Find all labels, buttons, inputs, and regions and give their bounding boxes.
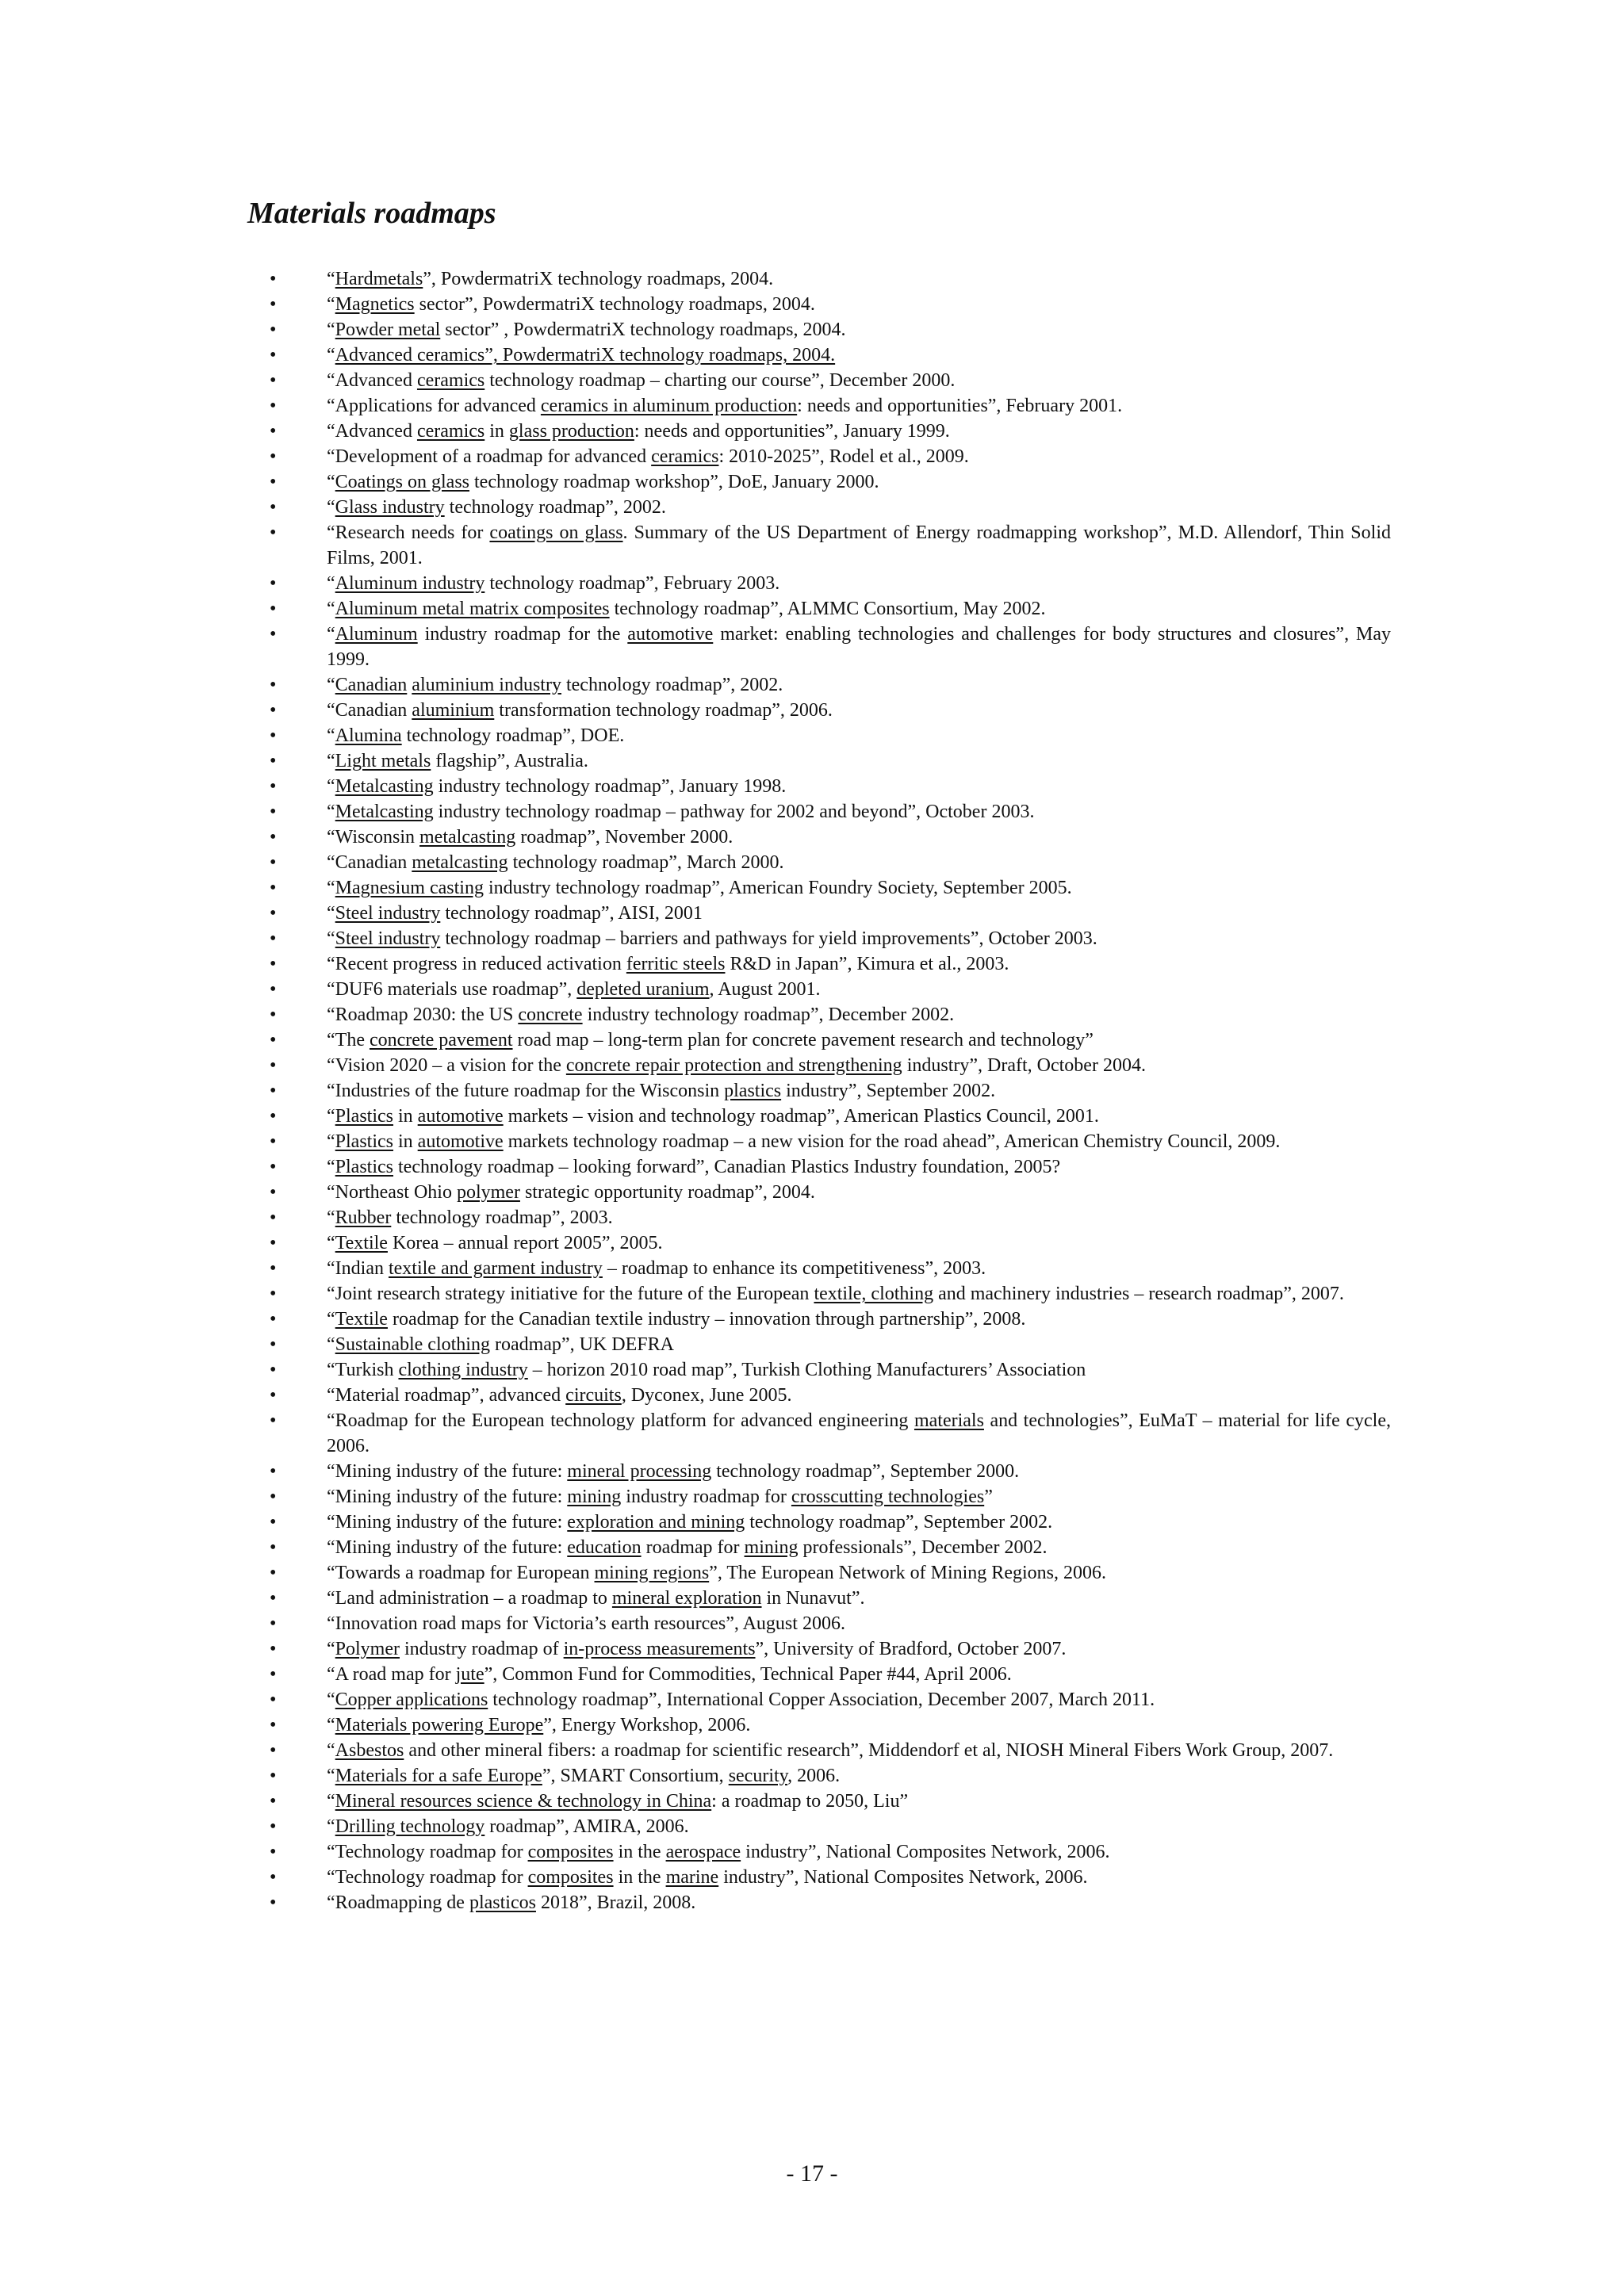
list-item — [270, 1763, 1391, 1789]
list-item — [270, 825, 1391, 850]
reference-text: “Applications for advanced — [327, 396, 541, 416]
underlined-term: Steel industry — [335, 928, 441, 949]
reference-text: “ — [327, 725, 335, 746]
list-item — [270, 799, 1391, 825]
reference-text: “Canadian — [327, 852, 412, 873]
underlined-term: exploration and mining — [567, 1512, 745, 1533]
list-item — [270, 1154, 1391, 1180]
underlined-term: Aluminum — [335, 624, 418, 645]
reference-text: road map – long-term plan for concrete pavement research and technology” — [512, 1030, 1094, 1050]
underlined-term: Textile — [335, 1309, 388, 1330]
reference-text: in the — [613, 1842, 666, 1862]
list-item — [270, 1002, 1391, 1027]
page-number: - 17 - — [786, 2160, 838, 2187]
reference-text: technology roadmap”, March 2000. — [508, 852, 784, 873]
underlined-term: Hardmetals — [335, 269, 423, 289]
underlined-term: in-process measurements — [563, 1639, 756, 1659]
reference-text: technology roadmap workshop”, DoE, January 2000. — [469, 472, 879, 492]
reference-text: “ — [327, 345, 335, 365]
reference-text: – horizon 2010 road map”, Turkish Clothing Manufacturers’ Association — [527, 1360, 1086, 1380]
reference-text: : a roadmap to 2050, Liu” — [711, 1791, 909, 1812]
underlined-term: circuits — [565, 1385, 622, 1406]
underlined-term: Glass industry — [335, 497, 445, 518]
list-item — [270, 1230, 1391, 1256]
underlined-term: Aluminum industry — [335, 573, 485, 594]
list-item — [270, 342, 1391, 368]
underlined-term: Rubber — [335, 1207, 392, 1228]
reference-text: ”, Energy Workshop, 2006. — [543, 1715, 751, 1735]
reference-text: markets technology roadmap – a new vision for the road ahead”, American Chemistry Council, 2009. — [503, 1131, 1281, 1152]
reference-text: technology roadmap”, 2002. — [561, 675, 783, 695]
list-item — [270, 1408, 1391, 1459]
reference-text: ”, University of Bradford, October 2007. — [755, 1639, 1067, 1659]
reference-text: roadmap for the Canadian textile industry – innovation through partnership”, 2008. — [387, 1309, 1026, 1330]
list-item — [270, 1129, 1391, 1154]
reference-text: “ — [327, 497, 335, 518]
reference-text: “The — [327, 1030, 370, 1050]
list-item — [270, 951, 1391, 977]
reference-text: in — [485, 421, 509, 442]
list-item — [270, 1560, 1391, 1586]
reference-text: “Towards a roadmap for European — [327, 1563, 595, 1583]
underlined-term: Materials powering Europe — [335, 1715, 544, 1735]
list-item — [270, 1890, 1391, 1915]
underlined-term: jute — [455, 1664, 485, 1685]
underlined-term: Powder metal — [335, 320, 441, 340]
reference-text: and technologies”, EuMaT – material for life cycle, 2006. — [327, 1410, 1391, 1456]
list-item — [270, 622, 1391, 672]
list-item — [270, 774, 1391, 799]
reference-text: R&D in Japan”, Kimura et al., 2003. — [725, 954, 1009, 974]
underlined-term: Sustainable clothing — [335, 1334, 490, 1355]
underlined-term: depleted uranium — [576, 979, 710, 1000]
list-item — [270, 1839, 1391, 1865]
underlined-term: Plastics — [335, 1157, 393, 1177]
list-item — [270, 1535, 1391, 1560]
reference-text: “ — [327, 599, 335, 619]
reference-text: industry technology roadmap”, January 1998. — [433, 776, 787, 797]
reference-text: industry”, September 2002. — [781, 1081, 996, 1101]
list-item — [270, 368, 1391, 393]
list-item — [270, 1484, 1391, 1510]
list-item — [270, 723, 1391, 748]
reference-text: ”, Common Fund for Commodities, Technical Paper #44, April 2006. — [484, 1664, 1012, 1685]
reference-text: “ — [327, 1233, 335, 1253]
underlined-term: mining — [744, 1537, 799, 1558]
reference-text: professionals”, December 2002. — [798, 1537, 1048, 1558]
underlined-term: aerospace — [665, 1842, 741, 1862]
list-item — [270, 977, 1391, 1002]
reference-text: industry roadmap for the — [417, 624, 628, 645]
reference-text: technology roadmap”, DOE. — [401, 725, 625, 746]
underlined-term: metalcasting — [419, 827, 516, 848]
underlined-term: Aluminum metal matrix composites — [335, 599, 610, 619]
underlined-term: Copper applications — [335, 1689, 488, 1710]
reference-text: “Industries of the future roadmap for the Wisconsin — [327, 1081, 725, 1101]
reference-text: “Technology roadmap for — [327, 1842, 528, 1862]
reference-text: industry technology roadmap”, American Foundry Society, September 2005. — [483, 878, 1072, 898]
reference-text: “ — [327, 1131, 335, 1152]
list-item — [270, 1636, 1391, 1662]
reference-text: in — [393, 1106, 418, 1127]
reference-text: sector”, PowdermatriX technology roadmaps, 2004. — [414, 294, 815, 315]
reference-text: market: enabling technologies and challenges for body structures and closures”, May 1999. — [327, 624, 1391, 670]
reference-text: “Vision 2020 – a vision for the — [327, 1055, 566, 1076]
reference-text: flagship”, Australia. — [431, 751, 588, 771]
list-item — [270, 1738, 1391, 1763]
underlined-term: textile and garment industry — [388, 1258, 603, 1279]
reference-text: “Turkish — [327, 1360, 399, 1380]
reference-text: “Development of a roadmap for advanced — [327, 446, 652, 467]
reference-text: : needs and opportunities”, January 1999. — [634, 421, 950, 442]
reference-text: technology roadmap”, September 2000. — [711, 1461, 1020, 1482]
list-item — [270, 1712, 1391, 1738]
reference-text: technology roadmap”, February 2003. — [485, 573, 780, 594]
roadmap-reference-list — [270, 266, 1391, 1915]
underlined-term: mineral processing — [567, 1461, 712, 1482]
reference-text: “A road map for — [327, 1664, 456, 1685]
underlined-term: automotive — [417, 1106, 504, 1127]
reference-text: industry”, Draft, October 2004. — [902, 1055, 1146, 1076]
list-item — [270, 419, 1391, 444]
reference-text: “ — [327, 1689, 335, 1710]
reference-text: “ — [327, 472, 335, 492]
reference-text: ” — [984, 1487, 993, 1507]
reference-text: “Mining industry of the future: — [327, 1461, 568, 1482]
reference-text: “ — [327, 1715, 335, 1735]
underlined-term: Plastics — [335, 1131, 393, 1152]
reference-text: “Research needs for — [327, 522, 490, 543]
reference-text: “ — [327, 269, 335, 289]
list-item — [270, 1611, 1391, 1636]
reference-text: “Mining industry of the future: — [327, 1487, 568, 1507]
underlined-term: Advanced ceramics”, PowdermatriX technology roadmaps, 2004. — [335, 345, 836, 365]
reference-text: “ — [327, 878, 335, 898]
reference-text: , August 2001. — [709, 979, 821, 1000]
list-item — [270, 926, 1391, 951]
reference-text: “ — [327, 1309, 335, 1330]
underlined-term: polymer — [456, 1182, 520, 1203]
reference-text: – roadmap to enhance its competitiveness”, 2003. — [602, 1258, 986, 1279]
underlined-term: ceramics — [416, 370, 485, 391]
underlined-term: plasticos — [469, 1892, 536, 1913]
reference-text: “ — [327, 1791, 335, 1812]
reference-text: “ — [327, 320, 335, 340]
underlined-term: plastics — [724, 1081, 782, 1101]
underlined-term: Plastics — [335, 1106, 393, 1127]
list-item — [270, 469, 1391, 495]
underlined-term: Materials for a safe Europe — [335, 1766, 542, 1786]
reference-text: roadmap”, November 2000. — [515, 827, 733, 848]
list-item — [270, 901, 1391, 926]
list-item — [270, 393, 1391, 419]
reference-text: “ — [327, 1816, 335, 1837]
reference-text: industry”, National Composites Network, 2006. — [741, 1842, 1110, 1862]
reference-text: technology roadmap”, September 2002. — [745, 1512, 1053, 1533]
underlined-term: education — [567, 1537, 642, 1558]
list-item — [270, 698, 1391, 723]
reference-text: “ — [327, 624, 335, 645]
reference-text: in the — [613, 1867, 666, 1888]
reference-text: “ — [327, 1766, 335, 1786]
reference-text: “ — [327, 1740, 335, 1761]
list-item — [270, 495, 1391, 520]
list-item — [270, 1332, 1391, 1357]
reference-text: technology roadmap – charting our course”, December 2000. — [485, 370, 956, 391]
list-item — [270, 1281, 1391, 1307]
reference-text: “ — [327, 294, 335, 315]
list-item — [270, 1510, 1391, 1535]
underlined-term: Drilling technology — [335, 1816, 485, 1837]
underlined-term: glass production — [508, 421, 634, 442]
reference-text: technology roadmap”, ALMMC Consortium, May 2002. — [609, 599, 1046, 619]
reference-text: ”, The European Network of Mining Regions, 2006. — [709, 1563, 1106, 1583]
reference-text: “Advanced — [327, 370, 417, 391]
underlined-term: ceramics in aluminum production — [540, 396, 798, 416]
list-item — [270, 1789, 1391, 1814]
list-item — [270, 1256, 1391, 1281]
reference-text: 2018”, Brazil, 2008. — [535, 1892, 696, 1913]
list-item — [270, 1687, 1391, 1712]
reference-text: “Roadmap for the European technology platform for advanced engineering — [327, 1410, 914, 1431]
list-item — [270, 1104, 1391, 1129]
reference-text: “ — [327, 1157, 335, 1177]
underlined-term: security — [728, 1766, 788, 1786]
reference-text: “ — [327, 751, 335, 771]
reference-text: industry roadmap for — [621, 1487, 791, 1507]
reference-text: “Mining industry of the future: — [327, 1537, 568, 1558]
list-item — [270, 1053, 1391, 1078]
reference-text: “ — [327, 802, 335, 822]
underlined-term: coatings on glass — [489, 522, 623, 543]
list-item — [270, 292, 1391, 317]
reference-text: “ — [327, 776, 335, 797]
underlined-term: Light metals — [335, 751, 431, 771]
underlined-term: composites — [527, 1867, 614, 1888]
list-item — [270, 444, 1391, 469]
list-item — [270, 875, 1391, 901]
underlined-term: marine — [665, 1867, 719, 1888]
underlined-term: automotive — [417, 1131, 504, 1152]
reference-text: “ — [327, 1207, 335, 1228]
reference-text: “Innovation road maps for Victoria’s earth resources”, August 2006. — [327, 1613, 845, 1634]
reference-text: in Nunavut”. — [761, 1588, 865, 1609]
reference-text: technology roadmap”, AISI, 2001 — [440, 903, 703, 924]
reference-text: industry roadmap of — [399, 1639, 564, 1659]
list-item — [270, 1357, 1391, 1383]
underlined-term: Canadian — [335, 675, 408, 695]
reference-text: and machinery industries – research roadmap”, 2007. — [933, 1284, 1344, 1304]
underlined-term: Magnetics — [335, 294, 415, 315]
list-item — [270, 1814, 1391, 1839]
list-item — [270, 850, 1391, 875]
reference-text: “Joint research strategy initiative for the future of the European — [327, 1284, 814, 1304]
list-item — [270, 266, 1391, 292]
underlined-term: materials — [914, 1410, 984, 1431]
underlined-term: crosscutting technologies — [791, 1487, 985, 1507]
underlined-term: metalcasting — [412, 852, 508, 873]
underlined-term: concrete — [518, 1004, 583, 1025]
reference-text: in — [393, 1131, 418, 1152]
reference-text: “Advanced — [327, 421, 417, 442]
reference-text: “Technology roadmap for — [327, 1867, 528, 1888]
underlined-term: Alumina — [335, 725, 402, 746]
reference-text: industry technology roadmap”, December 2002. — [582, 1004, 955, 1025]
reference-text: “Recent progress in reduced activation — [327, 954, 626, 974]
reference-text: markets – vision and technology roadmap”, American Plastics Council, 2001. — [503, 1106, 1099, 1127]
underlined-term: aluminium industry — [412, 675, 561, 695]
underlined-term: Mineral resources science & technology in China — [335, 1791, 712, 1812]
list-item — [270, 1459, 1391, 1484]
underlined-term: Steel industry — [335, 903, 441, 924]
reference-text: Korea – annual report 2005”, 2005. — [387, 1233, 663, 1253]
reference-text: “Wisconsin — [327, 827, 420, 848]
list-item — [270, 571, 1391, 596]
underlined-term: mining — [567, 1487, 622, 1507]
list-item — [270, 1027, 1391, 1053]
reference-text: “ — [327, 1639, 335, 1659]
list-item — [270, 1180, 1391, 1205]
reference-text: technology roadmap”, International Copper Association, December 2007, March 2011. — [488, 1689, 1155, 1710]
reference-text: “ — [327, 903, 335, 924]
underlined-term: mining regions — [594, 1563, 710, 1583]
list-item — [270, 596, 1391, 622]
reference-text: : 2010-2025”, Rodel et al., 2009. — [718, 446, 969, 467]
list-item — [270, 1865, 1391, 1890]
reference-text: technology roadmap – looking forward”, Canadian Plastics Industry foundation, 2005? — [393, 1157, 1061, 1177]
reference-text: “DUF6 materials use roadmap”, — [327, 979, 577, 1000]
underlined-term: ferritic steels — [626, 954, 726, 974]
underlined-term: Asbestos — [335, 1740, 404, 1761]
underlined-term: ceramics — [651, 446, 719, 467]
underlined-term: mineral exploration — [611, 1588, 762, 1609]
reference-text: technology roadmap – barriers and pathways for yield improvements”, October 2003. — [440, 928, 1097, 949]
reference-text: technology roadmap”, 2003. — [391, 1207, 613, 1228]
underlined-term: textile, clothing — [814, 1284, 934, 1304]
reference-text: transformation technology roadmap”, 2006. — [494, 700, 833, 721]
reference-text: “ — [327, 1106, 335, 1127]
reference-text: industry”, National Composites Network, 2006. — [718, 1867, 1088, 1888]
reference-text: technology roadmap”, 2002. — [444, 497, 666, 518]
reference-text: “ — [327, 573, 335, 594]
reference-text: “ — [327, 1334, 335, 1355]
reference-text: “Roadmapping de — [327, 1892, 469, 1913]
reference-text: “Northeast Ohio — [327, 1182, 457, 1203]
underlined-term: Polymer — [335, 1639, 400, 1659]
underlined-term: aluminium — [412, 700, 495, 721]
underlined-term: ceramics — [416, 421, 485, 442]
reference-text: “ — [327, 928, 335, 949]
underlined-term: Textile — [335, 1233, 388, 1253]
underlined-term: Coatings on glass — [335, 472, 469, 492]
reference-text: “Material roadmap”, advanced — [327, 1385, 566, 1406]
list-item — [270, 520, 1391, 571]
underlined-term: Metalcasting — [335, 776, 434, 797]
underlined-term: concrete pavement — [369, 1030, 513, 1050]
reference-text: : needs and opportunities”, February 2001. — [797, 396, 1123, 416]
reference-text: ”, SMART Consortium, — [542, 1766, 729, 1786]
underlined-term: automotive — [627, 624, 714, 645]
list-item — [270, 1307, 1391, 1332]
reference-text: strategic opportunity roadmap”, 2004. — [519, 1182, 815, 1203]
underlined-term: composites — [527, 1842, 614, 1862]
reference-text: “Indian — [327, 1258, 389, 1279]
reference-text: “Canadian — [327, 700, 412, 721]
reference-text: sector” , PowdermatriX technology roadmaps, 2004. — [440, 320, 846, 340]
reference-text: . Summary of the US Department of Energy roadmapping workshop”, M.D. Allendorf, Thin Solid Films, 2001. — [327, 522, 1391, 568]
list-item — [270, 1383, 1391, 1408]
list-item — [270, 672, 1391, 698]
reference-text: “Land administration – a roadmap to — [327, 1588, 612, 1609]
list-item — [270, 317, 1391, 342]
reference-text: ”, PowdermatriX technology roadmaps, 2004. — [423, 269, 774, 289]
list-item — [270, 1662, 1391, 1687]
underlined-term: concrete repair protection and strengthening — [565, 1055, 902, 1076]
reference-text: and other mineral fibers: a roadmap for scientific research”, Middendorf et al, NIOSH Mineral Fibers Work Group, 2007. — [404, 1740, 1334, 1761]
reference-text: “Roadmap 2030: the US — [327, 1004, 519, 1025]
reference-text: roadmap for — [641, 1537, 745, 1558]
list-item — [270, 1078, 1391, 1104]
reference-text: “Mining industry of the future: — [327, 1512, 568, 1533]
list-item — [270, 1586, 1391, 1611]
list-item — [270, 748, 1391, 774]
reference-text: roadmap”, AMIRA, 2006. — [485, 1816, 689, 1837]
reference-text: roadmap”, UK DEFRA — [489, 1334, 674, 1355]
reference-text: , 2006. — [787, 1766, 841, 1786]
page-title: Materials roadmaps — [247, 197, 496, 230]
reference-text: “ — [327, 675, 335, 695]
reference-text: , Dyconex, June 2005. — [621, 1385, 792, 1406]
reference-text: industry technology roadmap – pathway for 2002 and beyond”, October 2003. — [433, 802, 1035, 822]
underlined-term: Magnesium casting — [335, 878, 484, 898]
list-item — [270, 1205, 1391, 1230]
underlined-term: Metalcasting — [335, 802, 434, 822]
underlined-term: clothing industry — [398, 1360, 528, 1380]
